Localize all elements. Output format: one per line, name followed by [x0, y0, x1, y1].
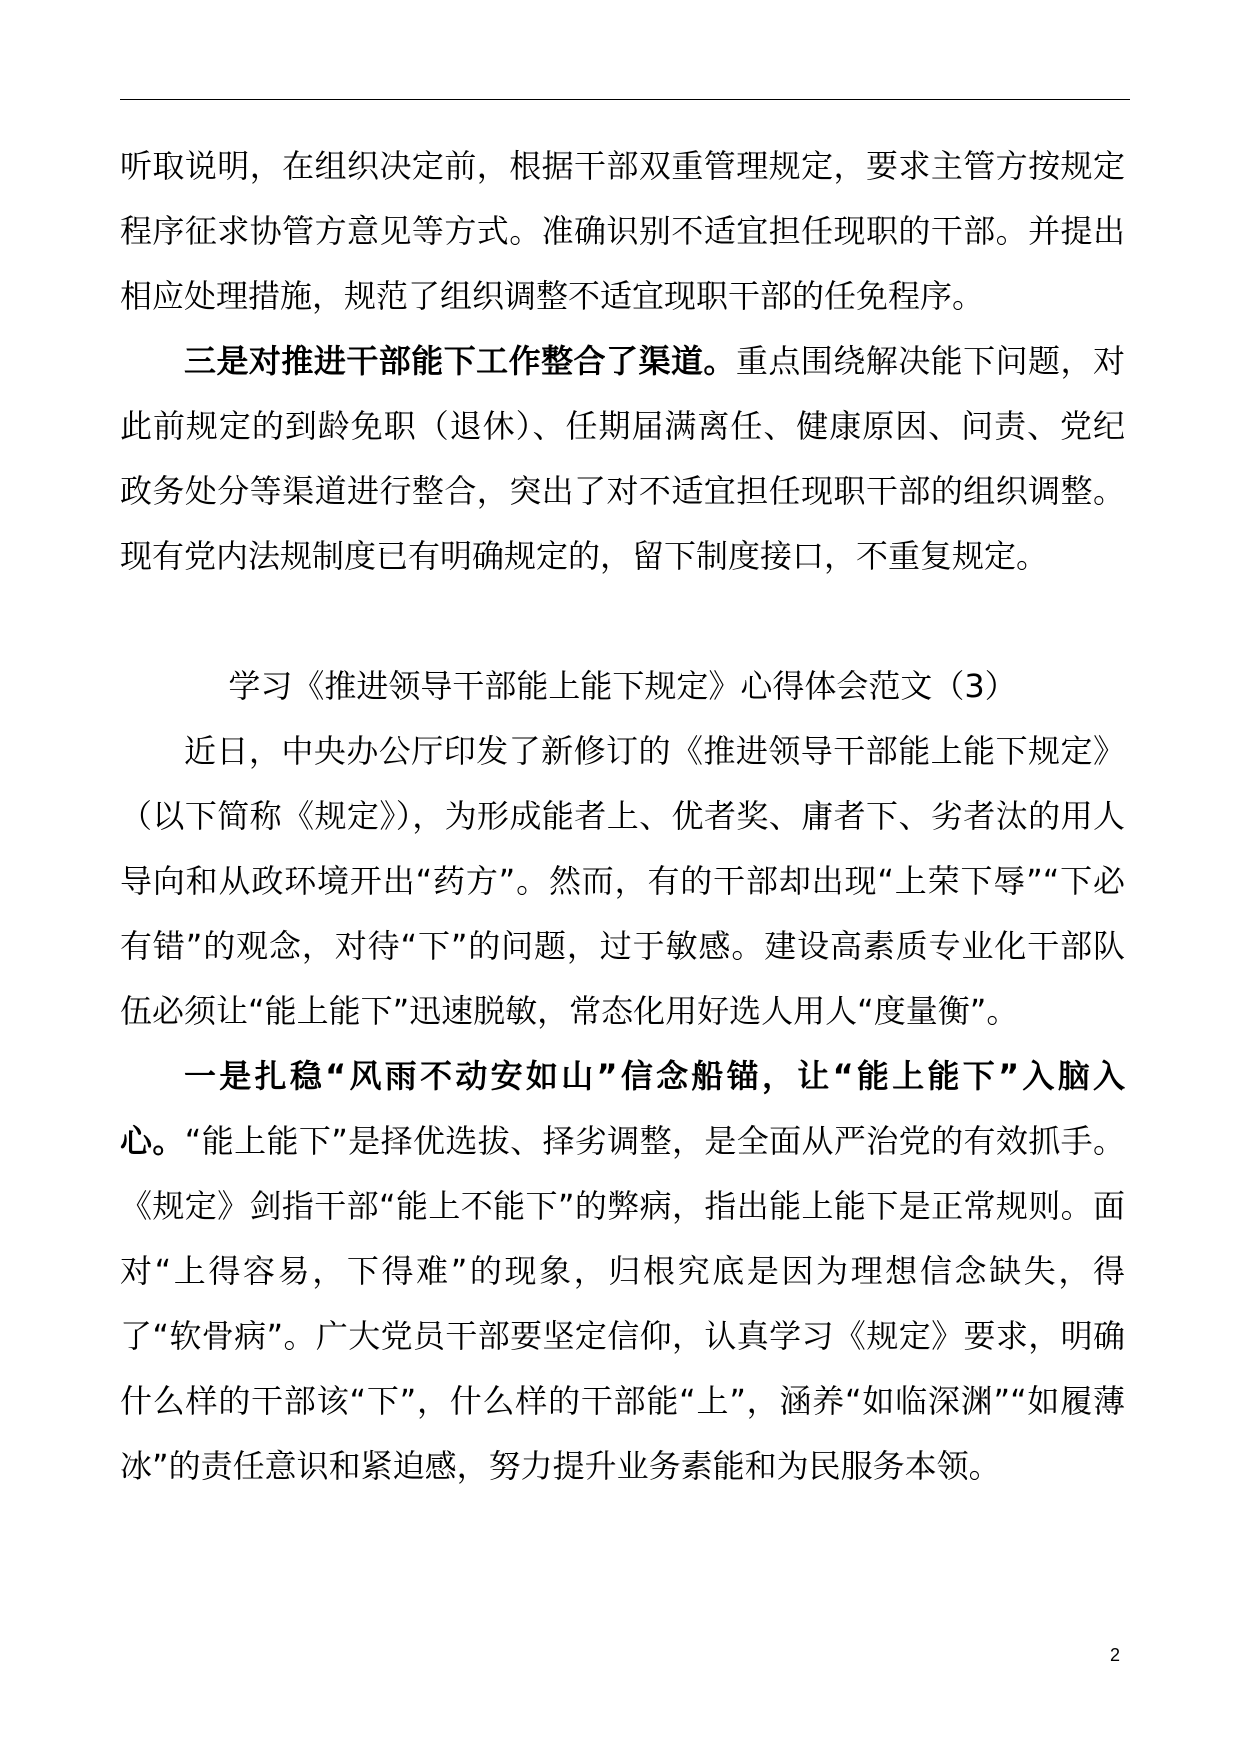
- paragraph-continuation: 听取说明，在组织决定前，根据干部双重管理规定，要求主管方按规定程序征求协管方意见等方式。准确识别不适宜担任现职的干部。并提出相应处理措施，规范了组织调整不适宜现职干部的任免程序。: [120, 147, 1125, 315]
- paragraph-body-text: 重点围绕解决能下问题，对此前规定的到龄免职（退休）、任期届满离任、健康原因、问责、党纪政务处分等渠道进行整合，突出了对不适宜担任现职干部的组织调整。现有党内法规制度已有明确规定的，留下制度接口，不重复规定。: [120, 342, 1125, 575]
- paragraph-intro: 近日，中央办公厅印发了新修订的《推进领导干部能上能下规定》（以下简称《规定》），为形成能者上、优者奖、庸者下、劣者汰的用人导向和从政环境开出“药方”。然而，有的干部却出现“上荣下辱”“下必有错”的观念，对待“下”的问题，过于敏感。建设高素质专业化干部队伍必须让“能上能下”迅速脱敏，常态化用好选人用人“度量衡”。: [120, 732, 1125, 1030]
- header-rule: [120, 99, 1130, 100]
- document-body: [120, 134, 1125, 1499]
- paragraph-lead-heading: 三是对推进干部能下工作整合了渠道。: [184, 342, 736, 380]
- paragraph-body-text: “能上能下”是择优选拔、择劣调整，是全面从严治党的有效抓手。《规定》剑指干部“能上不能下”的弊病，指出能上能下是正常规则。面对“上得容易，下得难”的现象，归根究底是因为理想信念缺失，得了“软骨病”。广大党员干部要坚定信仰，认真学习《规定》要求，明确什么样的干部该“下”，什么样的干部能“上”，涵养“如临深渊”“如履薄冰”的责任意识和紧迫感，努力提升业务素能和为民服务本领。: [120, 1122, 1125, 1485]
- paragraph-point-one: [120, 1044, 1125, 1499]
- section-title: 学习《推进领导干部能上能下规定》心得体会范文（3）: [228, 667, 1017, 705]
- paragraph-point-three: [120, 329, 1125, 589]
- page-number: 2: [1110, 1645, 1121, 1665]
- paragraph-lead-heading: 一是扎稳“风雨不动安如山”信念船锚，让“能上能下”入脑入心。: [120, 1057, 1125, 1160]
